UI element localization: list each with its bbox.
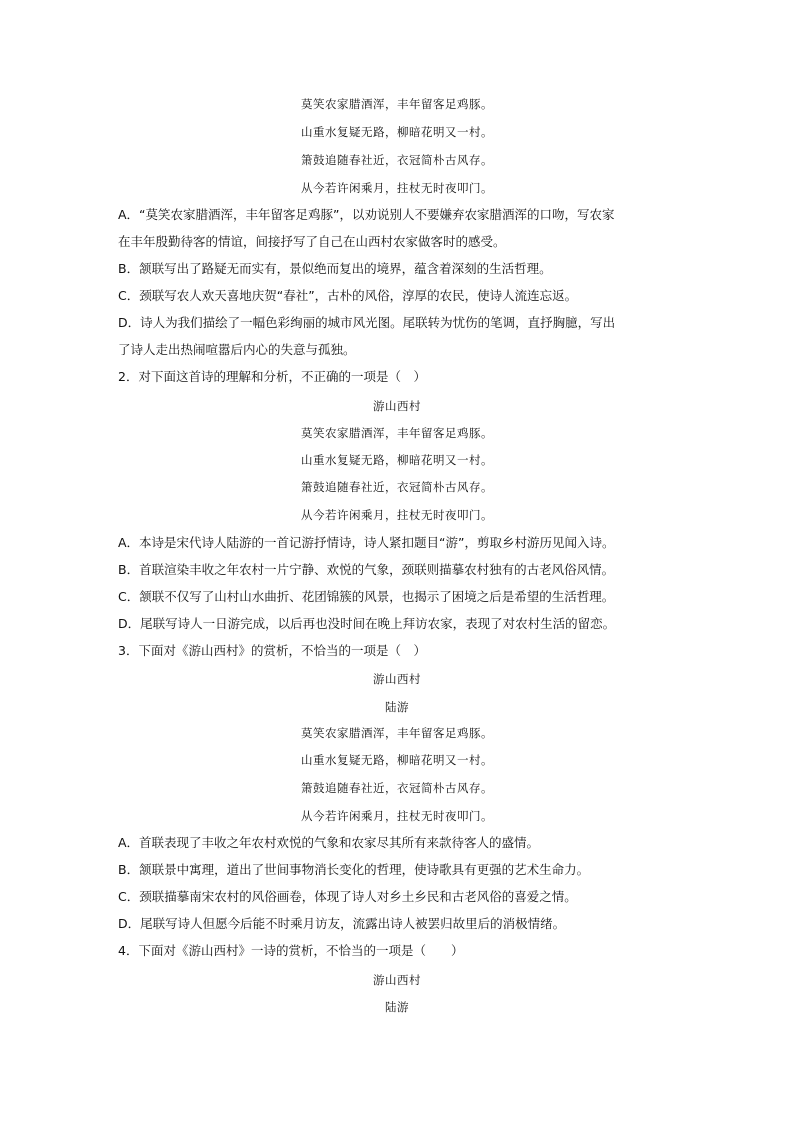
question-3: 3．下面对《游山西村》的赏析，不恰当的一项是（ ）: [118, 643, 426, 658]
poem-line: 从今若许闲乘月，拄杖无时夜叩门。: [301, 508, 493, 522]
option-a: A．本诗是宋代诗人陆游的一首记游抒情诗，诗人紧扣题目“游”，剪取乡村游历见闻入诗。: [118, 535, 615, 550]
option-c: C．颈联描摹南宋农村的风俗画卷，体现了诗人对乡土乡民和古老风俗的喜爱之情。: [118, 889, 577, 904]
poem-line: 山重水复疑无路，柳暗花明又一村。: [301, 753, 493, 767]
option-a-continued: 在丰年殷勤待客的情谊，间接抒写了自己在山西村农家做客时的感受。: [118, 234, 506, 249]
poem-title: 游山西村: [373, 973, 421, 987]
option-d-continued: 了诗人走出热闹喧嚣后内心的失意与孤独。: [118, 342, 356, 357]
option-d: D．尾联写诗人一日游完成，以后再也没时间在晚上拜访农家，表现了对农村生活的留恋。: [118, 616, 616, 631]
poem-title: 游山西村: [373, 672, 421, 686]
poem-author: 陆游: [385, 700, 409, 714]
option-b: B．首联渲染丰收之年农村一片宁静、欢悦的气象，颈联则描摹农村独有的古老风俗风情。: [118, 562, 615, 577]
option-d: D．诗人为我们描绘了一幅色彩绚丽的城市风光图。尾联转为忧伤的笔调，直抒胸臆，写出: [118, 315, 616, 330]
poem-line: 山重水复疑无路，柳暗花明又一村。: [301, 453, 493, 467]
question-4: 4．下面对《游山西村》一诗的赏析，不恰当的一项是（ ）: [118, 943, 464, 958]
option-a: A．首联表现了丰收之年农村欢悦的气象和农家尽其所有来款待客人的盛情。: [118, 835, 540, 850]
poem-line: 箫鼓追随春社近，衣冠简朴古风存。: [301, 153, 493, 167]
option-c: C．颈联写农人欢天喜地庆贺“春社”，古朴的风俗，淳厚的农民，使诗人流连忘返。: [118, 288, 578, 303]
poem-line: 莫笑农家腊酒浑，丰年留客足鸡豚。: [301, 726, 493, 740]
poem-line: 山重水复疑无路，柳暗花明又一村。: [301, 125, 493, 139]
question-2: 2．对下面这首诗的理解和分析，不正确的一项是（ ）: [118, 369, 426, 384]
poem-line: 从今若许闲乘月，拄杖无时夜叩门。: [301, 181, 493, 195]
poem-line: 从今若许闲乘月，拄杖无时夜叩门。: [301, 809, 493, 823]
option-c: C．颔联不仅写了山村山水曲折、花团锦簇的风景，也揭示了困境之后是希望的生活哲理。: [118, 589, 615, 604]
poem-line: 莫笑农家腊酒浑，丰年留客足鸡豚。: [301, 426, 493, 440]
option-b: B．颔联写出了路疑无而实有，景似绝而复出的境界，蕴含着深刻的生活哲理。: [118, 261, 552, 276]
poem-title: 游山西村: [373, 399, 421, 413]
option-d: D．尾联写诗人但愿今后能不时乘月访友，流露出诗人被罢归故里后的消极情绪。: [118, 916, 566, 931]
poem-line: 箫鼓追随春社近，衣冠简朴古风存。: [301, 781, 493, 795]
poem-author: 陆游: [385, 1000, 409, 1014]
poem-line: 莫笑农家腊酒浑，丰年留客足鸡豚。: [301, 97, 493, 111]
option-b: B．颔联景中寓理，道出了世间事物消长变化的哲理，使诗歌具有更强的艺术生命力。: [118, 862, 590, 877]
poem-line: 箫鼓追随春社近，衣冠简朴古风存。: [301, 480, 493, 494]
option-a: A．“莫笑农家腊酒浑，丰年留客足鸡豚”，以劝说别人不要嫌弃农家腊酒浑的口吻，写农家: [118, 207, 615, 222]
